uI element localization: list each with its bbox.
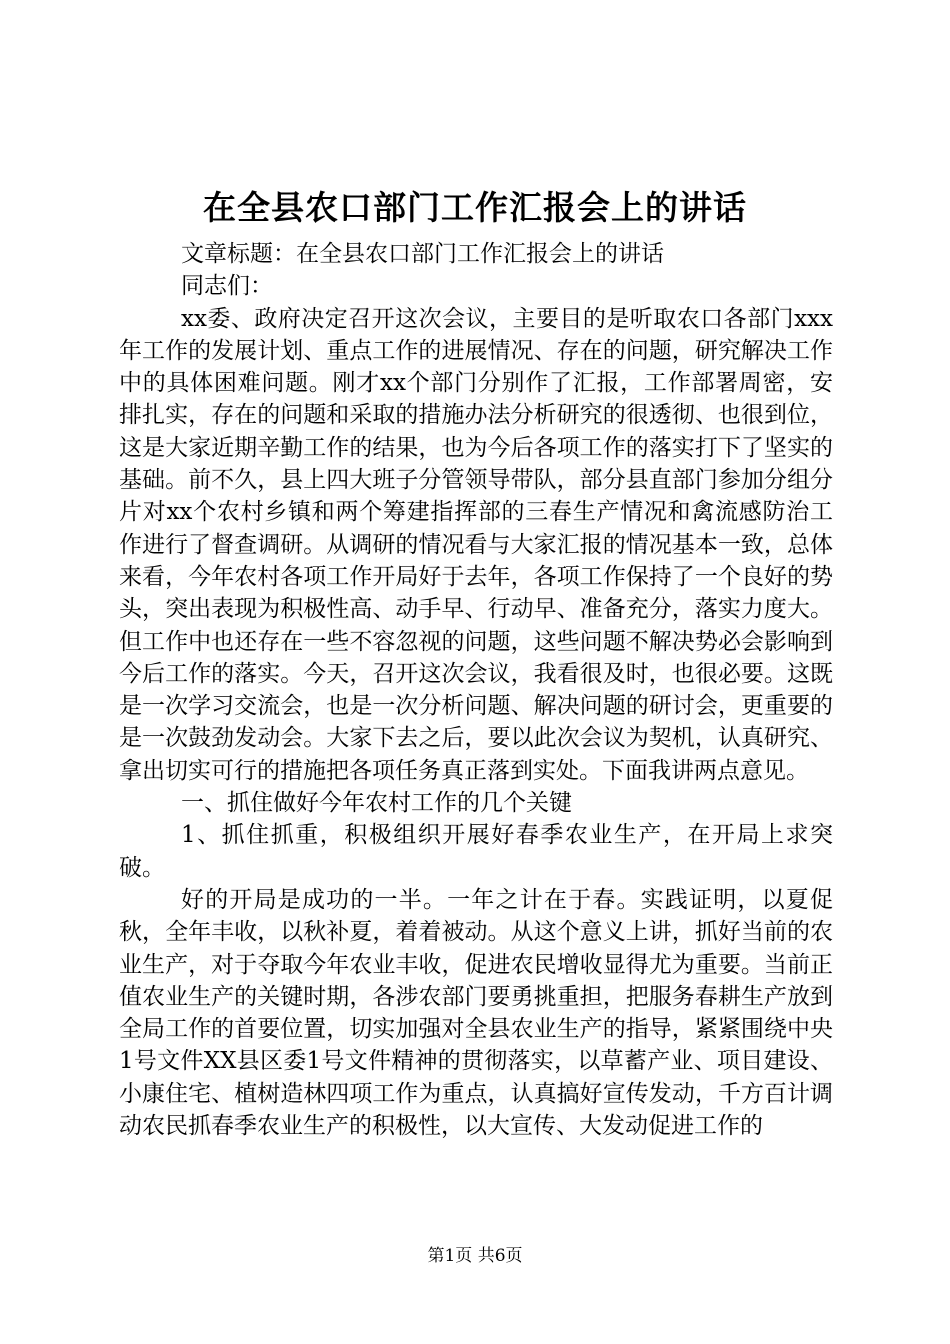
document-title: 在全县农口部门工作汇报会上的讲话 [203, 188, 747, 227]
paragraph-opening: xx委、政府决定召开这次会议，主要目的是听取农口各部门xxx年工作的发展计划、重点工作的进展情况、存在的问题，研究解决工作中的具体困难问题。刚才xx个部门分别作了汇报，工作部署周密，安排扎实，存在的问题和采取的措施办法分析研究的很透彻、也很到位，这是大家近期辛勤工作的结果，也为今后各项工作的落实打下了坚实的基础。前不久，县上四大班子分管领导带队，部分县直部门参加分组分片对xx个农村乡镇和两个筹建指挥部的三春生产情况和禽流感防治工作进行了督查调研。从调研的情况看与大家汇报的情况基本一致，总体来看，今年农村各项工作开局好于去年，各项工作保持了一个良好的势头，突出表现为积极性高、动手早、行动早、准备充分，落实力度大。但工作中也还存在一些不容忽视的问题，这些问题不解决势必会影响到今后工作的落实。今天，召开这次会议，我看很及时，也很必要。这既是一次学习交流会，也是一次分析问题、解决问题的研讨会，更重要的是一次鼓劲发动会。大家下去之后，要以此次会议为契机，认真研究、拿出切实可行的措施把各项任务真正落到实处。下面我讲两点意见。 [119, 305, 833, 784]
section-heading: 一、抓住做好今年农村工作的几个关键 [181, 790, 572, 817]
paragraph-spring-production: 好的开局是成功的一半。一年之计在于春。实践证明，以夏促秋，全年丰收，以秋补夏，着着被动。从这个意义上讲，抓好当前的农业生产，对于夺取今年农业丰收，促进农民增收显得尤为重要。当前正值农业生产的关键时期，各涉农部门要勇挑重担，把服务春耕生产放到全局工作的首要位置，切实加强对全县农业生产的指导，紧紧围绕中央1号文件XX县区委1号文件精神的贯彻落实，以草蓄产业、项目建设、小康住宅、植树造林四项工作为重点，认真搞好宣传发动，千方百计调动农民抓春季农业生产的积极性，以大宣传、大发动促进工作的 [119, 886, 833, 1140]
article-subtitle: 文章标题：在全县农口部门工作汇报会上的讲话 [181, 241, 664, 267]
page-number-footer: 第1页 共6页 [427, 1246, 523, 1266]
document-body [119, 238, 833, 1142]
salutation: 同志们： [181, 273, 273, 300]
subsection-heading: 1、抓住抓重，积极组织开展好春季农业生产，在开局上求突破。 [119, 822, 833, 881]
